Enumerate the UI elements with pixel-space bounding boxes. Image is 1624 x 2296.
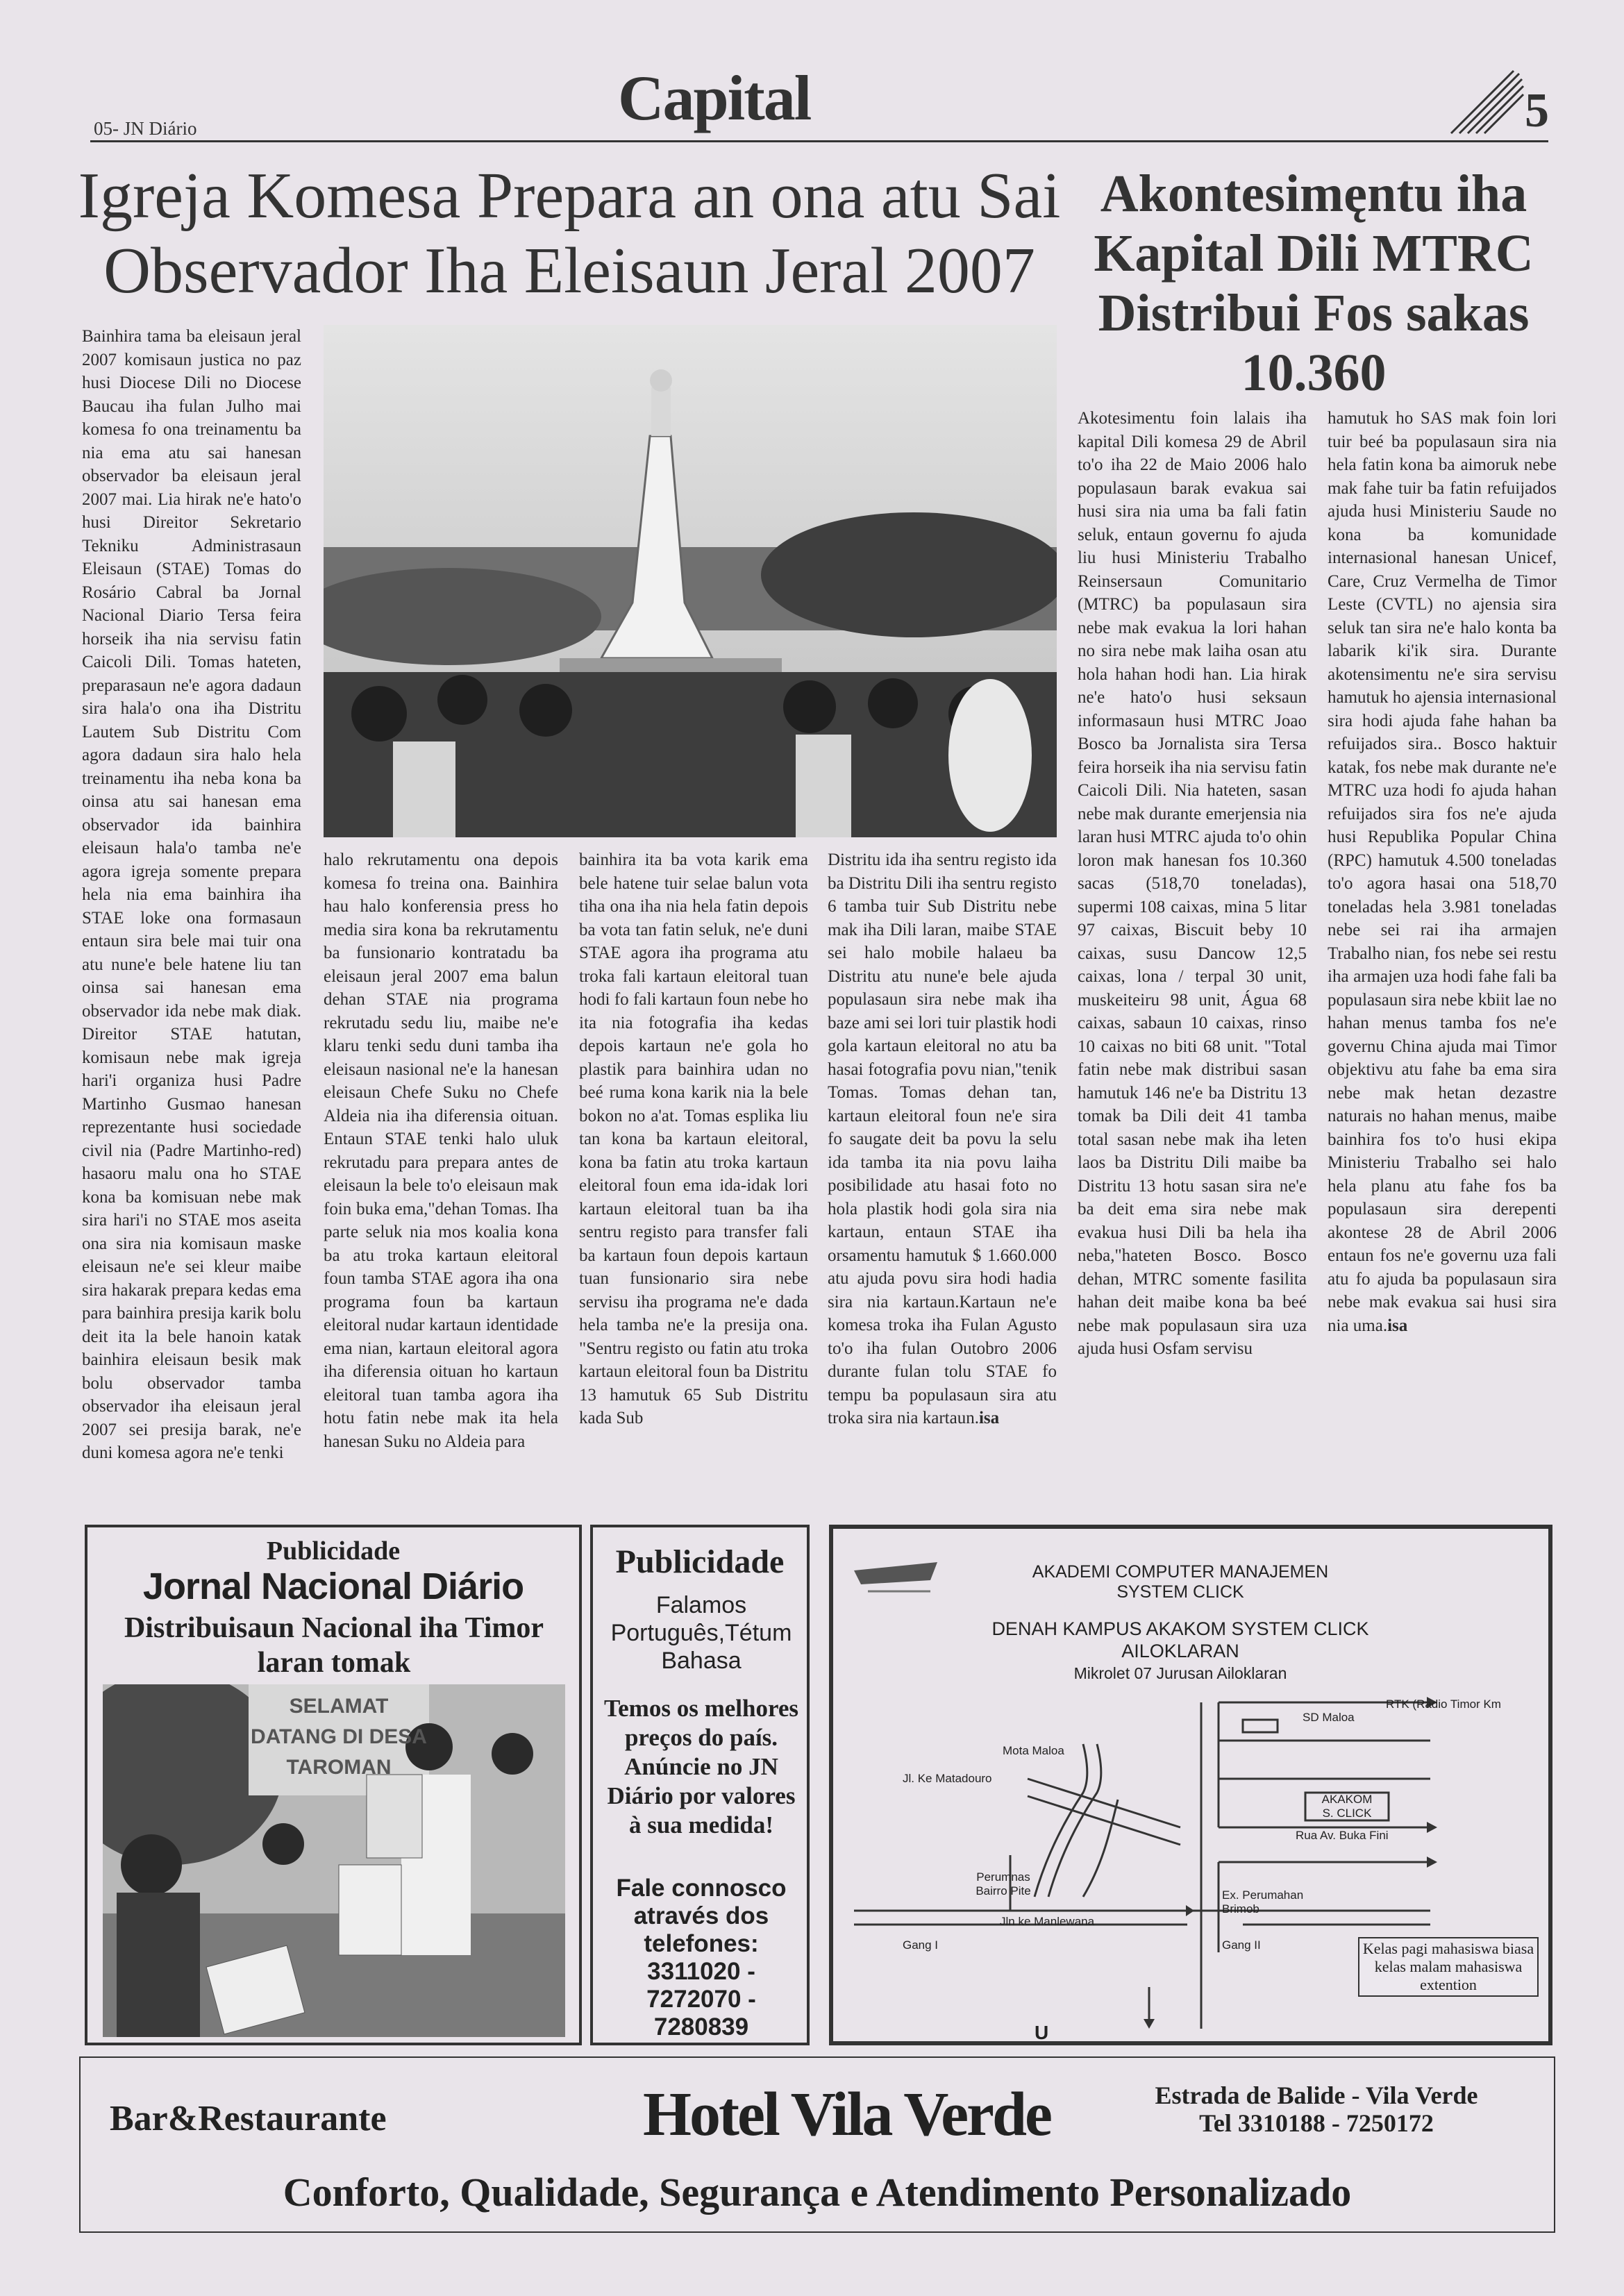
ad-jornal-title: Jornal Nacional Diário <box>142 1566 524 1607</box>
article1-col3-text: bainhira ita ba vota karik ema bele hatene tuir selae balun vota tiha ona iha nia hela fatin depois ba vota tan fatin seluk, ne'e duni STAE agora iha programa atu troka fali kartaun eleitoral tuan hodi fo fali kartaun foun nebe ho ita nia fotografia iha kedas depois kartaun ne'e gola ho plastik para bainhira udan no beé ruma kona karik nia la bele bokon no a'at. Tomas esplika liu tan kona ba kartaun eleitoral, kona ba fatin atu troka kartaun eleitoral foun ema ida-idak lori kartaun eleitoral tuan ba iha sentru registo para transfer fali ba kartaun foun depois kartaun tuan funsionario sira nebe servisu iha programa ne'e dada hela tamba ne'e la presija ona. "Sentru registo ou fatin atu troka kartaun eleitoral foun ba Distritu 13 hamutuk 65 Sub Distritu kada Sub <box>579 850 808 1427</box>
hotel-slogan: Conforto, Qualidade, Segurança e Atendimento Personalizado <box>283 2170 1352 2215</box>
ad-jornal-box <box>85 1525 582 2045</box>
akakom-subtitle <box>889 1618 1472 1684</box>
map-label-ex-perumahan-line1: Ex. Perumahan <box>1222 1888 1304 1902</box>
ad-publicidade-phones: 3311020 - 7272070 - 7280839 <box>646 1958 756 2041</box>
hotel-address: Estrada de Balide - Vila Verde <box>1155 2081 1478 2109</box>
page-ref: 05- JN Diário <box>94 118 197 139</box>
ad-jornal-label: Publicidade <box>266 1536 401 1566</box>
hotel-left-label: Bar&Restaurante <box>110 2099 387 2138</box>
hotel-contact <box>1136 2081 1497 2137</box>
article1-col4-text: Distritu ida iha sentru registo ida ba Distritu Dili iha sentru registo 6 tamba tuir Sub Distritu nebe mak iha Dili laran, maibe STAE sei halo mobile halaeu ba Distritu atu nune'e bele ajuda populasaun sira nebe mak iha baze ami sei lori tuir plastik hodi gola kartaun eleitoral no atu ba hasai fotografia povu nian,"tenik Tomas. Tomas dehan tan, kartaun eleitoral foun ne'e sira fo saugate deit ba povu la selu ida tamba ita nia povu laiha posibilidade atu hasai foto no hola plastik hodi gola sira nia kartaun, entaun STAE iha orsamentu hamutuk $ 1.660.000 atu ajuda povu sira hodi hadia sira nia kartaun.Kartaun ne'e komesa troka iha Fulan Agusto to'o iha fulan Outobro 2006 durante fulan tolu STAE fo tempu ba populasaun sira atu troka sira nia kartaun.isa <box>828 850 1057 1427</box>
article1-col2-text: halo rekrutamentu ona depois komesa fo treina ona. Bainhira hau halo konferensia press ho media sira kona ba rekrutamentu ba funsionario kontratadu ba eleisaun jeral 2007 ema balun dehan STAE nia programa rekrutadu sedu liu, maibe ne'e klaru tenki sedu duni tamba iha eleisaun nasional ne'e la hanesan eleisaun Chefe Suku no Chefe Aldeia nia iha diferensia oituan. Entaun STAE tenki halo uluk rekrutadu para prepara antes de eleisaun la bele to'o eleisaun mak foin buka ema,"dehan Tomas. Iha parte seluk nia mos koalia kona ba atu troka kartaun eleitoral foun tamba STAE agora iha ona programa foun ba kartaun eleitoral nudar kartaun identidade ema nian, kartaun eleitoral agora iha diferensia oituan ho kartaun eleitoral tuan tamba agora iha hotu fatin nebe mak ita hela hanesan Suku no Aldeia para <box>324 850 558 1451</box>
akakom-title <box>937 1562 1423 1602</box>
article1-signoff: isa <box>978 1409 1000 1427</box>
map-label-perumnas-line1: Perumnas <box>976 1870 1030 1884</box>
map-label-perumnas <box>958 1870 1048 1898</box>
map-label-akakom-line2: S. CLICK <box>1322 1807 1372 1820</box>
map-label-akakom <box>1305 1793 1389 1820</box>
akakom-classes: Kelas pagi mahasiswa biasa kelas malam mahasiswa extention <box>1358 1937 1539 1997</box>
akakom-title-line1: AKADEMI COMPUTER MANAJEMEN <box>1032 1562 1329 1582</box>
map-label-rua-buka: Rua Av. Buka Fini <box>1296 1829 1389 1842</box>
page-number: 5 <box>1525 84 1549 137</box>
ad-publicidade-label: Publicidade <box>615 1543 785 1580</box>
hotel-phone: Tel 3310188 - 7250172 <box>1199 2109 1434 2137</box>
ad-publicidade-box <box>590 1525 810 2045</box>
article1-col4 <box>828 848 1057 1515</box>
article2-col1-text: Akotesimentu foin lalais iha kapital Dili komesa 29 de Abril to'o iha 22 de Maio 2006 halo populasaun barak evakua sai husi sira nia uma ba fali fatin seluk, entaun governu fo ajuda liu husi Ministeriu Trabalho Reinsersaun Comunitario (MTRC) ba populasaun sira nebe mak evakua la lori hahan no sira nebe mak laiha osan atu hola hahan hodi han. Lia hirak ne'e hato'o husi seksaun informasaun husi MTRC Joao Bosco ba Jornalista sira Tersa feira horseik iha nia servisu fatin Caicoli Dili. Nia hateten, sasan nebe mak durante emerjensia nia laran husi MTRC ajuda to'o ohin loron mak hanesan fos 10.360 sacas (518,70 toneladas), supermi 108 caixas, mina 5 litar 97 caixas, Biscuit beby 10 caixas, susu Dancow 12,5 caixas, lona / terpal 30 unit, muskeiteiru 98 unit, Água 68 caixas, sabaun 10 caixas, rinso 10 caixas no biti 68 unit. "Total fatin nebe mak distribui sasan hamutuk 146 ne'e ba Distritu 13 tomak ba Dili deit 41 tamba total sasan nebe mak iha leten laos ba Distritu Dili maibe ba Distritu 13 hotu sasan sira ne'e ba deit ema sira nebe mak evakua husi Dili ba hela iha neba,"hateten Bosco. Bosco dehan, MTRC somente fasilita hahan deit maibe kona ba beé nebe mak populasaun sira uza ajuda husi Osfam servisu <box>1078 409 1307 1358</box>
akakom-subtitle-line3: Mikrolet 07 Jurusan Ailoklaran <box>1073 1664 1287 1682</box>
map-label-perumnas-line2: Bairro Pite <box>976 1884 1031 1897</box>
map-label-rtk: RTK (Radio Timor Km <box>1386 1698 1501 1711</box>
article2-col2 <box>1328 407 1557 1515</box>
article2-col2-text: hamutuk ho SAS mak foin lori tuir beé ba populasaun sira nia hela fatin kona ba aimoruk nebe mak fahe tuir ba fatin refuijados ajuda husi Ministeriu Saude no kona ba komunidade internasional hanesan Unicef, Care, Cruz Vermelha de Timor Leste (CVTL) no ajensia sira seluk tan sira ne'e halo konta ba labarik ki'ik sira. Durante akotensimentu ne'e sira servisu hamutuk ho ajensia internasional sira hodi ajuda fahe hahan ba refuijados sira.. Bosco haktuir katak, fos nebe mak durante ne'e MTRC uza hodi fo ajuda hahan refuijados sira fos ne'e ajuda husi Republika Popular China (RPC) hamutuk 4.500 toneladas to'o agora hasai ona 518,70 toneladas hela 3.981 toneladas nebe sei rai iha armajen Trabalho nian, fos nebe sei restu iha armajen uza hodi fahe fali ba populasaun sira nebe kbiit lae no hahan menus tamba fos ne'e governu China ajuda mai Timor objektivu atu fahe ba ema sira nebe mak hetan dezastre naturais no hahan menus, maibe bainhira fos to'o husi ekipa Ministeriu Trabalho sei halo hela planu atu fahe fos ba populasaun sira derepenti akontese 28 de Abril 2006 entaun fos ne'e governu uza fali atu fo ajuda ba populasaun sira nebe mak evakua sai husi sira nia uma.isa <box>1328 409 1557 1335</box>
photo-statue-ceremony <box>324 325 1057 837</box>
ad-jornal-photo-sign: SELAMAT DATANG DI DESA TAROMAN <box>251 1695 427 1779</box>
map-label-jl-matadouro: Jl. Ke Matadouro <box>903 1772 992 1785</box>
akakom-title-line2: SYSTEM CLICK <box>1116 1582 1244 1602</box>
akakom-logo-icon <box>854 1557 944 1598</box>
map-label-jln-manlewana: Jln ke Manlewana <box>1000 1915 1095 1928</box>
article1-col1 <box>82 325 301 1512</box>
map-label-akakom-line1: AKAKOM <box>1321 1793 1373 1806</box>
ad-akakom-box <box>829 1525 1552 2045</box>
map-label-mota-maloa: Mota Maloa <box>1003 1744 1064 1757</box>
article1-headline-line1: Igreja Komesa Prepara an ona atu Sai <box>78 160 1061 232</box>
map-label-ex-perumahan <box>1222 1888 1303 1916</box>
akakom-subtitle-line2: AILOKLARAN <box>1121 1641 1239 1661</box>
hotel-name: Hotel Vila Verde <box>643 2080 1050 2149</box>
article1-headline-line2: Observador Iha Eleisaun Jeral 2007 <box>103 235 1035 307</box>
article2-headline: Akontesimęntu iha Kapital Dili MTRC Distribui Fos sakas 10.360 <box>1094 165 1534 402</box>
map-label-ex-perumahan-line2: Brimob <box>1222 1902 1259 1916</box>
ad-publicidade-offer: Temos os melhores preços do país. Anúncie no JN Diário por valores à sua medida! <box>604 1695 798 1838</box>
article1-col2 <box>324 848 558 1515</box>
header-stripes-icon <box>1444 64 1527 140</box>
article1-col3 <box>579 848 808 1515</box>
article2-signoff: isa <box>1387 1316 1408 1335</box>
map-label-sd-maloa: SD Maloa <box>1303 1711 1355 1724</box>
photo-statue-svg <box>324 325 1057 837</box>
map-label-u: U <box>1035 2022 1049 2043</box>
ad-jornal-subtitle: Distribuisaun Nacional iha Timor laran tomak <box>124 1612 544 1679</box>
article1-col1-text: Bainhira tama ba eleisaun jeral 2007 komisaun justica no paz husi Diocese Dili no Diocese Baucau iha fulan Julho mai komesa fo ona treinamentu ba nia ema atu sai hanesan observador ba eleisaun jeral 2007 mai. Lia hirak ne'e hato'o husi Direitor Sekretario Tekniku Administrasaun Eleisaun (STAE) Tomas do Rosário Cabral ba Jornal Nacional Diario Tersa feira horseik iha nia servisu fatin Caicoli Dili. Tomas hateten, preparasaun ne'e agora dadaun sira hala'o ona iha Distritu Lautem Sub Distritu Com agora dadaun sira halo hela treinamentu iha neba kona ba oinsa atu sai hanesan ema observador ida bainhira eleisaun hala'o tamba ne'e agora igreja somente prepara hela nia ema bainhira iha STAE loke ona formasaun entaun sira bele mai tuir ona atu nune'e bele hatene liu tan oinsa sai hanesan ema observador ida nebe mak diak. Direitor STAE hatutan, komisaun nebe mak igreja hari'i organiza husi Padre Martinho Gusmao hanesan reprezentante husi sociedade civil nia (Padre Martinho-red) hasaoru malu ona ho STAE kona ba komisuan nebe mak sira hari'i no STAE mos aseita ona sira nia komisaun maske eleisaun ne'e sei kleur maibe sira hakarak prepara kedas ema para bainhira presija karik bolu deit ita la bele hanoin katak bainhira eleisaun besik mak bolu observador tamba observador iha eleisaun jeral 2007 sei presija barak, ne'e duni komesa agora ne'e tenki <box>82 327 301 1462</box>
map-label-gang2: Gang II <box>1222 1938 1261 1952</box>
article1-headline <box>69 158 1069 308</box>
akakom-subtitle-line1: DENAH KAMPUS AKAKOM SYSTEM CLICK <box>991 1618 1369 1639</box>
article2-col1 <box>1078 407 1307 1515</box>
ad-hotel-box <box>79 2056 1555 2233</box>
ad-publicidade-languages: Falamos Português,Tétum Bahasa <box>610 1592 792 1674</box>
section-title: Capital <box>618 62 811 133</box>
ad-publicidade-contact: Fale connosco através dos telefones: <box>616 1875 787 1957</box>
map-label-gang1: Gang I <box>903 1938 939 1952</box>
header-rule <box>90 140 1548 142</box>
ad-jornal-photo <box>103 1684 565 2037</box>
